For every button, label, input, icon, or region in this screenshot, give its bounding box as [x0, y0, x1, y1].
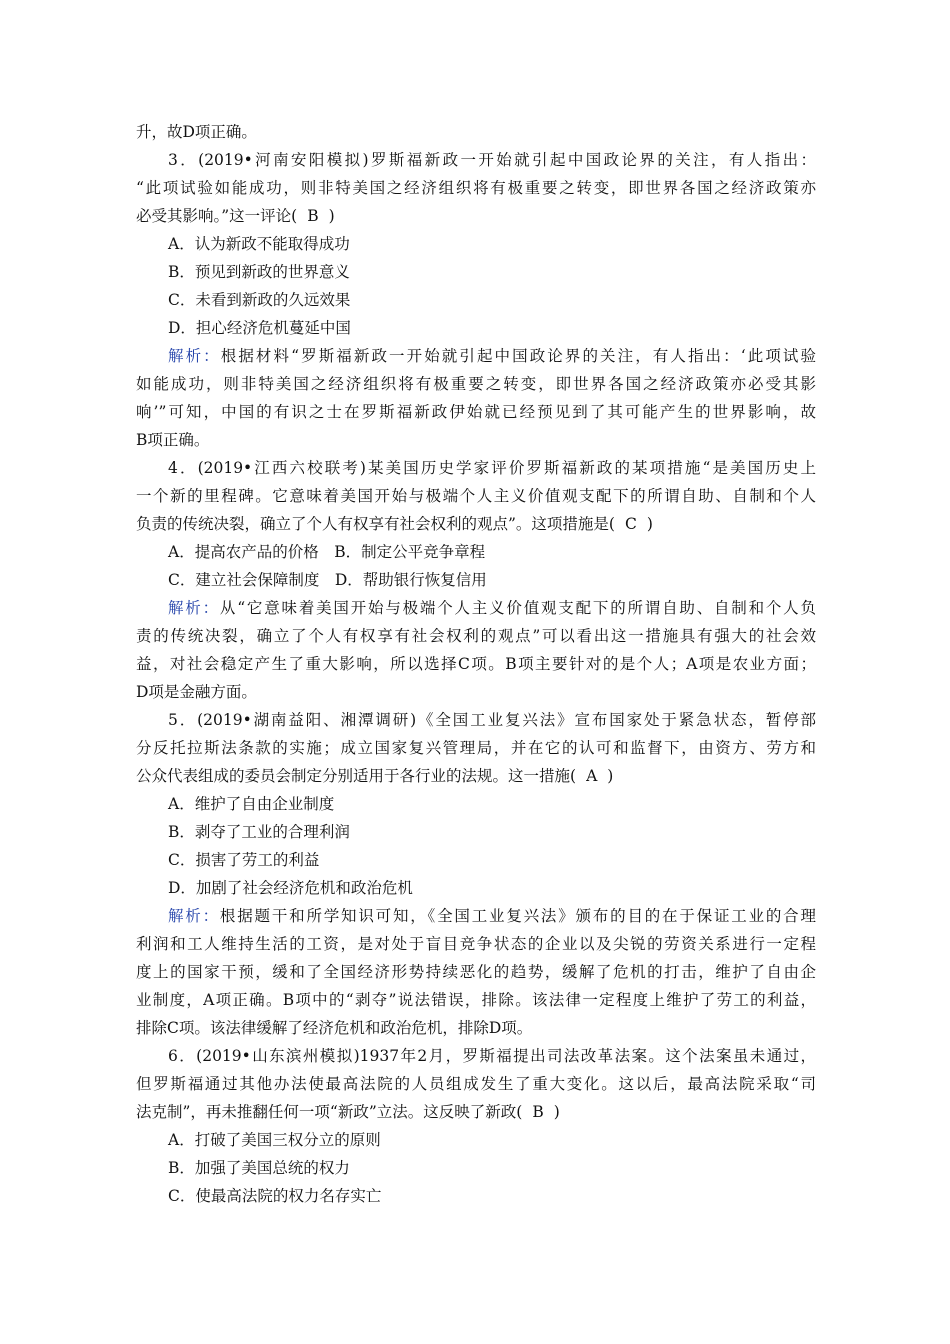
question-3-option-d: D．担心经济危机蔓延中国 — [168, 319, 351, 337]
question-6-stem-text: 法克制”，再未推翻任何一项“新政”立法。这反映了新政( — [136, 1103, 523, 1121]
explanation-line: 利润和工人维持生活的工资，是对处于盲目竞争状态的企业以及尖锐的劳资关系进行一定程 — [136, 935, 816, 953]
question-4-options-cd: C．建立社会保障制度 D．帮助银行恢复信用 — [168, 571, 487, 589]
close-paren: ) — [607, 767, 614, 785]
question-4-stem-cont: 一个新的里程碑。它意味着美国开始与极端个人主义价值观支配下的所谓自助、自制和个人 — [136, 487, 816, 505]
question-6-option-c: C．使最高法院的权力名存实亡 — [168, 1187, 382, 1205]
question-5-stem-cont: 分反托拉斯法条款的实施；成立国家复兴管理局，并在它的认可和监督下，由资方、劳方和 — [136, 739, 816, 757]
explanation-line: 益，对社会稳定产生了重大影响，所以选择C项。B项主要针对的是个人；A项是农业方面； — [136, 655, 816, 673]
text-line: 升，故D项正确。 — [136, 123, 257, 141]
question-6-stem-cont: 但罗斯福通过其他办法使最高法院的人员组成发生了重大变化。这以后，最高法院采取“司 — [136, 1075, 816, 1093]
explanation-line: 如能成功，则非特美国之经济组织将有极重要之转变，即世界各国之经济政策亦必受其影 — [136, 375, 816, 393]
question-4-stem: 4．(2019•江西六校联考)某美国历史学家评价罗斯福新政的某项措施“是美国历史上 — [168, 459, 816, 477]
question-6-stem: 6．(2019•山东滨州模拟)1937年2月，罗斯福提出司法改革法案。这个法案虽未通过， — [168, 1047, 816, 1065]
explanation-line: 度上的国家干预，缓和了全国经济形势持续恶化的趋势，缓解了危机的打击，维护了自由企 — [136, 963, 816, 981]
question-3-stem-text: 必受其影响。”这一评论( — [136, 207, 298, 225]
question-3-stem-cont: “此项试验如能成功，则非特美国之经济组织将有极重要之转变，即世界各国之经济政策亦 — [136, 179, 816, 197]
question-3-option-b: B．预见到新政的世界意义 — [168, 263, 350, 281]
question-5-option-a: A．维护了自由企业制度 — [168, 795, 335, 813]
close-paren: ) — [646, 515, 653, 533]
question-3-stem: 3．(2019•河南安阳模拟)罗斯福新政一开始就引起中国政论界的关注，有人指出： — [168, 151, 816, 169]
explanation-label: 解析： — [168, 599, 220, 617]
question-3-explanation — [136, 342, 816, 370]
close-paren: ) — [328, 207, 335, 225]
question-5-stem: 5．(2019•湖南益阳、湘潭调研)《全国工业复兴法》宣布国家处于紧急状态，暂停部 — [168, 711, 816, 729]
question-5-option-b: B．剥夺了工业的合理利润 — [168, 823, 350, 841]
question-4-answer: C — [624, 515, 637, 533]
explanation-line: D项是金融方面。 — [136, 683, 257, 701]
question-6-answer: B — [532, 1103, 544, 1121]
document-page — [136, 118, 816, 1210]
question-3-option-c: C．未看到新政的久远效果 — [168, 291, 351, 309]
question-6-option-b: B．加强了美国总统的权力 — [168, 1159, 350, 1177]
explanation-text: 根据材料“罗斯福新政一开始就引起中国政论界的关注，有人指出：‘此项试验 — [220, 347, 816, 365]
explanation-line: 业制度，A项正确。B项中的“剥夺”说法错误，排除。该法律一定程度上维护了劳工的利益， — [136, 991, 816, 1009]
explanation-text: 根据题干和所学知识可知，《全国工业复兴法》颁布的目的在于保证工业的合理 — [219, 907, 816, 925]
question-3-answer: B — [307, 207, 319, 225]
question-5-explanation — [136, 902, 816, 930]
question-4-stem-text: 负责的传统决裂，确立了个人有权享有社会权利的观点”。这项措施是( — [136, 515, 615, 533]
question-6-option-a: A．打破了美国三权分立的原则 — [168, 1131, 381, 1149]
close-paren: ) — [553, 1103, 560, 1121]
question-4-stem-end — [136, 510, 816, 538]
question-4-explanation — [136, 594, 816, 622]
question-3-option-a: A．认为新政不能取得成功 — [168, 235, 350, 253]
explanation-line: B项正确。 — [136, 431, 210, 449]
question-5-option-c: C．损害了劳工的利益 — [168, 851, 320, 869]
question-6-stem-end — [136, 1098, 816, 1126]
explanation-line: 响’”可知，中国的有识之士在罗斯福新政伊始就已经预见到了其可能产生的世界影响，故 — [136, 403, 816, 421]
explanation-line: 责的传统决裂，确立了个人有权享有社会权利的观点”可以看出这一措施具有强大的社会效 — [136, 627, 816, 645]
question-4-options-ab: A．提高农产品的价格 B．制定公平竞争章程 — [168, 543, 486, 561]
question-3-stem-end — [136, 202, 816, 230]
question-5-stem-end — [136, 762, 816, 790]
question-5-option-d: D．加剧了社会经济危机和政治危机 — [168, 879, 413, 897]
explanation-label: 解析： — [168, 347, 221, 365]
question-5-stem-text: 公众代表组成的委员会制定分别适用于各行业的法规。这一措施( — [136, 767, 577, 785]
explanation-text: 从“它意味着美国开始与极端个人主义价值观支配下的所谓自助、自制和个人负 — [219, 599, 816, 617]
question-5-answer: A — [586, 767, 598, 785]
explanation-line: 排除C项。该法律缓解了经济危机和政治危机，排除D项。 — [136, 1019, 533, 1037]
explanation-label: 解析： — [168, 907, 220, 925]
